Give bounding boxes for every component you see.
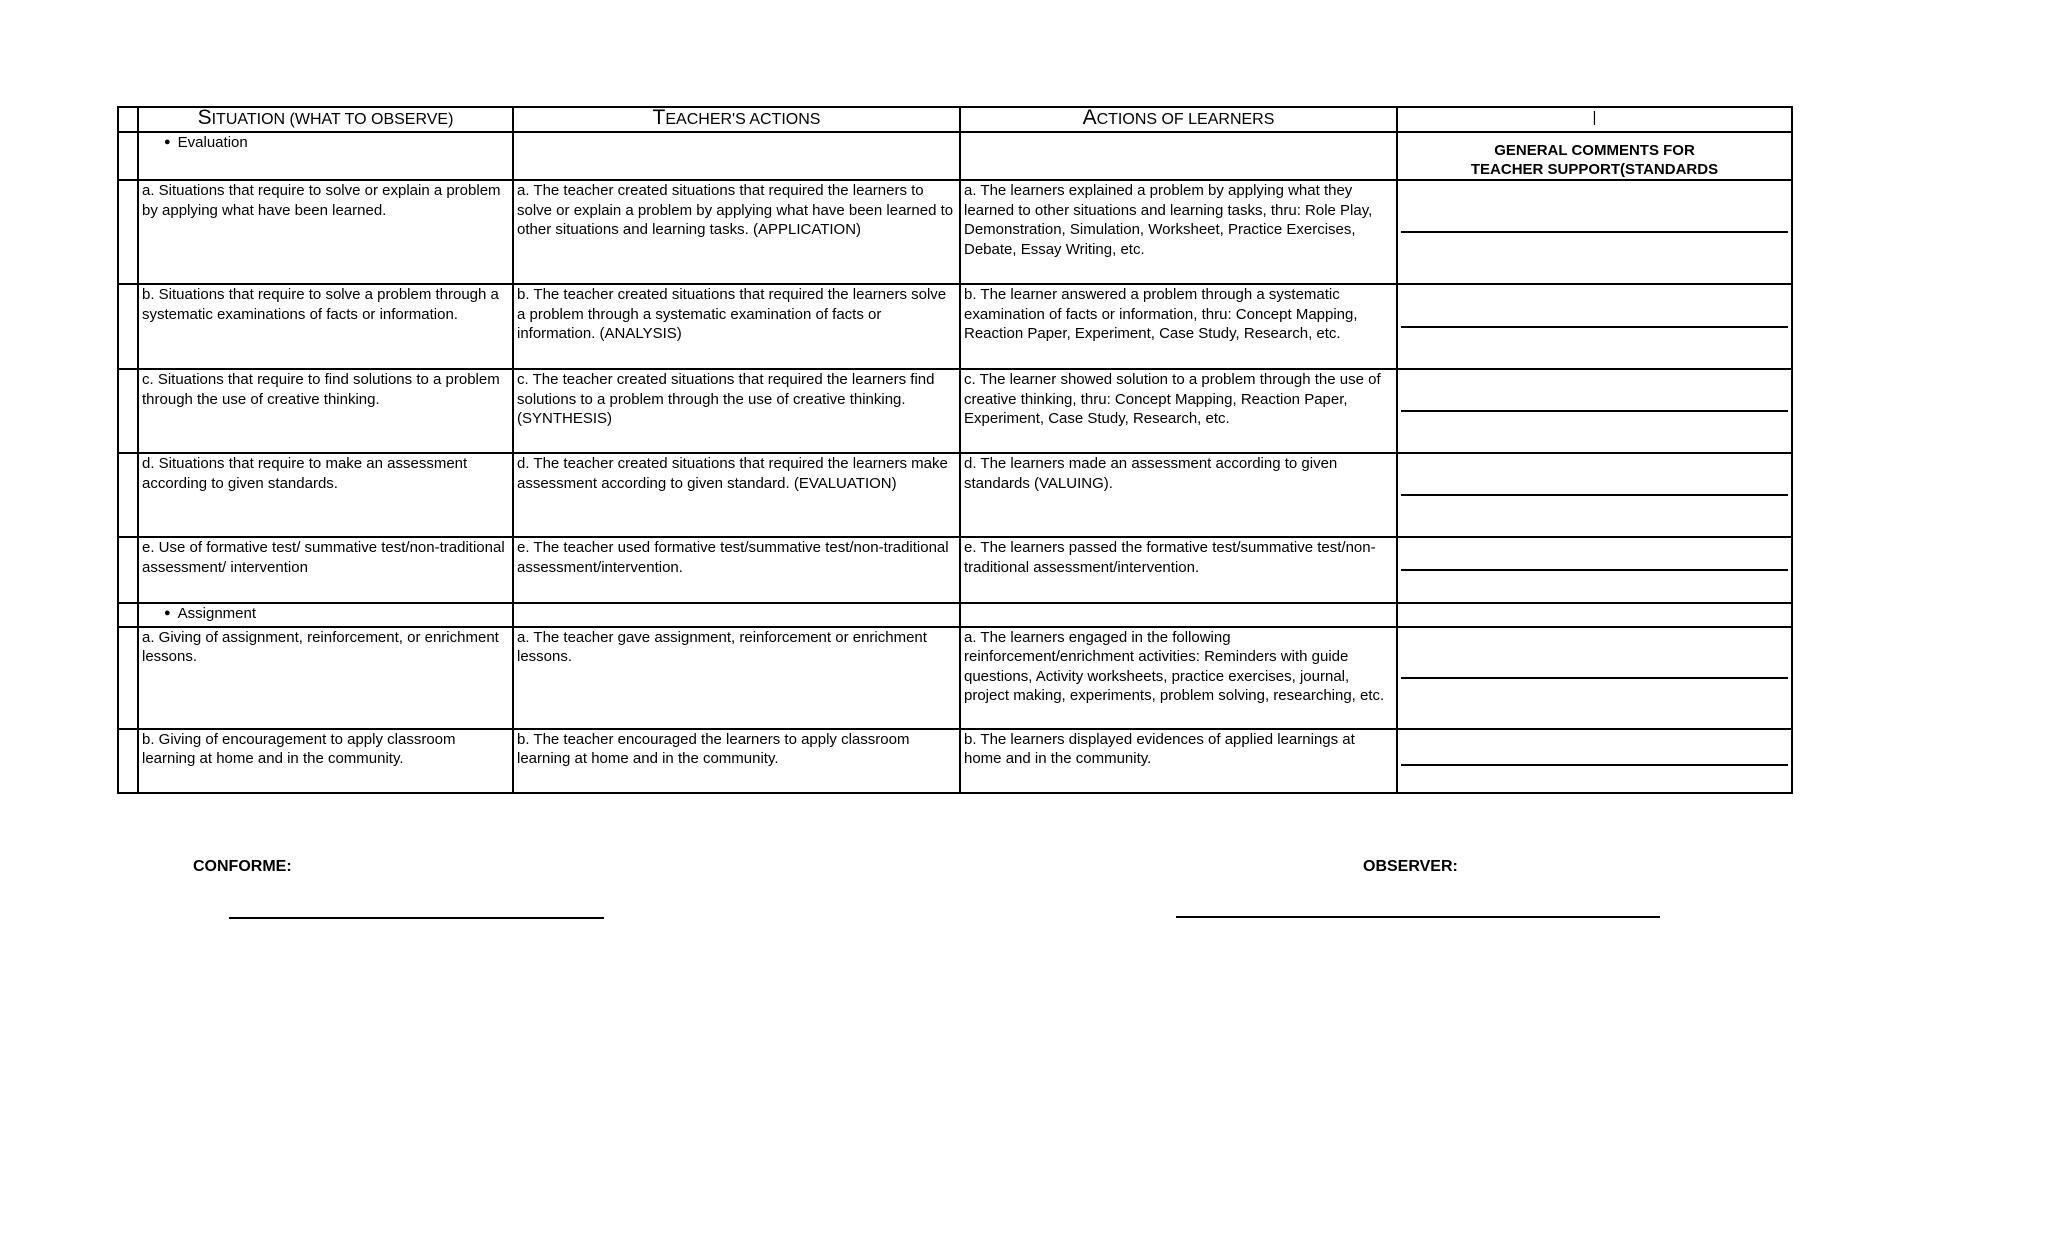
comment-cell[interactable] [1397, 729, 1792, 793]
table-row [118, 180, 1792, 284]
table-row [118, 284, 1792, 369]
situation-cell: c. Situations that require to find solutions to a problem through the use of creative thinking. [138, 369, 513, 453]
situation-cell: a. Situations that require to solve or explain a problem by applying what have been learned. [138, 180, 513, 284]
learners-cell: d. The learners made an assessment according to given standards (VALUING). [960, 453, 1397, 537]
teacher-cell: e. The teacher used formative test/summative test/non-traditional assessment/intervention. [513, 537, 960, 603]
situation-cell: b. Giving of encouragement to apply classroom learning at home and in the community. [138, 729, 513, 793]
section-row-evaluation [118, 132, 1792, 180]
comment-cell[interactable] [1397, 627, 1792, 729]
header-comments: | [1397, 107, 1792, 132]
table-row [118, 453, 1792, 537]
observer-signature-line[interactable] [1176, 916, 1660, 918]
header-teacher-actions: TEACHER'S ACTIONS [513, 107, 960, 132]
teacher-cell: b. The teacher created situations that required the learners solve a problem through a systematic examination of facts or information. (ANALYSIS) [513, 284, 960, 369]
situation-cell: b. Situations that require to solve a problem through a systematic examinations of facts or information. [138, 284, 513, 369]
conforme-label: CONFORME: [193, 858, 292, 875]
teacher-cell: a. The teacher created situations that required the learners to solve or explain a problem by applying what have been learned to other situations and learning tasks. (APPLICATION) [513, 180, 960, 284]
general-comments-heading: GENERAL COMMENTS FOR TEACHER SUPPORT(STANDARDS [1397, 132, 1792, 180]
learners-cell: c. The learner showed solution to a problem through the use of creative thinking, thru: Concept Mapping, Reaction Paper, Experiment, Case Study, Research, etc. [960, 369, 1397, 453]
section-row-assignment [118, 603, 1792, 627]
observer-label: OBSERVER: [1363, 858, 1458, 875]
teacher-cell: d. The teacher created situations that required the learners make assessment according to given standard. (EVALUATION) [513, 453, 960, 537]
comment-cell[interactable] [1397, 180, 1792, 284]
teacher-cell: c. The teacher created situations that required the learners find solutions to a problem through the use of creative thinking. (SYNTHESIS) [513, 369, 960, 453]
situation-cell: d. Situations that require to make an assessment according to given standards. [138, 453, 513, 537]
table-row [118, 729, 1792, 793]
section-label-evaluation: ● Evaluation [142, 133, 509, 155]
table-row [118, 537, 1792, 603]
table-header-row [118, 107, 1792, 132]
table-row [118, 627, 1792, 729]
comment-cell[interactable] [1397, 369, 1792, 453]
comment-cell[interactable] [1397, 537, 1792, 603]
learners-cell: e. The learners passed the formative test/summative test/non-traditional assessment/intervention. [960, 537, 1397, 603]
situation-cell: a. Giving of assignment, reinforcement, or enrichment lessons. [138, 627, 513, 729]
observation-table [117, 106, 1793, 794]
learners-cell: b. The learners displayed evidences of applied learnings at home and in the community. [960, 729, 1397, 793]
learners-cell: a. The learners explained a problem by applying what they learned to other situations and learning tasks, thru: Role Play, Demonstration, Simulation, Worksheet, Practice Exercises, Debate, Essay Writing, etc. [960, 180, 1397, 284]
teacher-cell: b. The teacher encouraged the learners to apply classroom learning at home and in the community. [513, 729, 960, 793]
comment-cell[interactable] [1397, 284, 1792, 369]
header-situation: SITUATION (WHAT TO OBSERVE) [138, 107, 513, 132]
situation-cell: e. Use of formative test/ summative test/non-traditional assessment/ intervention [138, 537, 513, 603]
conforme-signature-line[interactable] [229, 917, 604, 919]
learners-cell: b. The learner answered a problem through a systematic examination of facts or information, thru: Concept Mapping, Reaction Paper, Experiment, Case Study, Research, etc. [960, 284, 1397, 369]
section-label-assignment: ● Assignment [142, 604, 509, 626]
comment-cell[interactable] [1397, 453, 1792, 537]
margin-cell [118, 107, 138, 132]
table-row [118, 369, 1792, 453]
learners-cell: a. The learners engaged in the following reinforcement/enrichment activities: Reminders with guide questions, Activity worksheets, practice exercises, journal, project making, experiments, problem solving, researching, etc. [960, 627, 1397, 729]
teacher-cell: a. The teacher gave assignment, reinforcement or enrichment lessons. [513, 627, 960, 729]
header-learner-actions: ACTIONS OF LEARNERS [960, 107, 1397, 132]
